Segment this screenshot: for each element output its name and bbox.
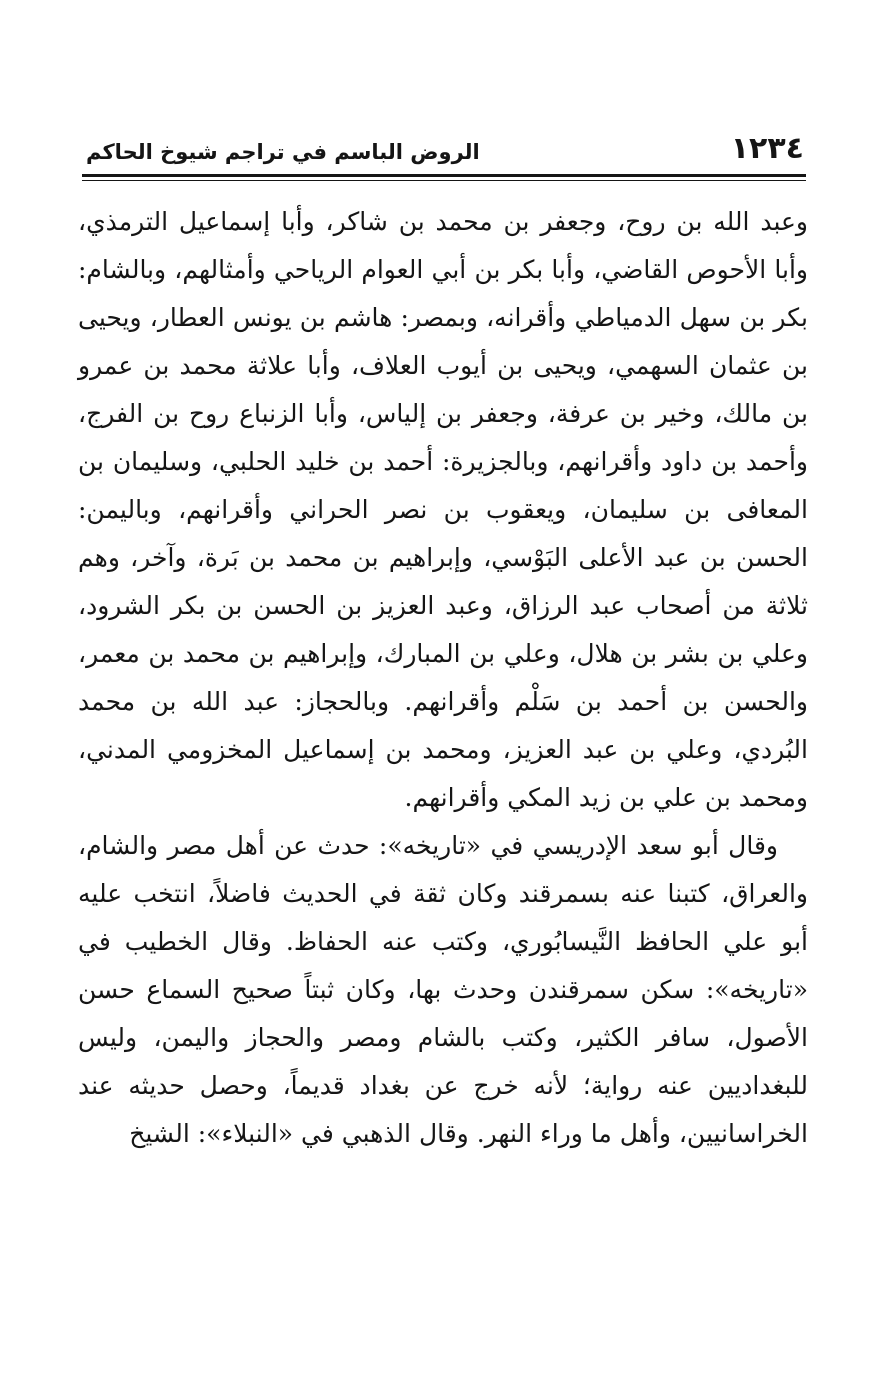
header-rule-thin [82,180,806,181]
page-number: ١٢٣٤ [730,131,804,166]
paragraph-idrisi-quote: وقال أبو سعد الإدريسي في «تاريخه»: حدث عن أهل مصر والشام، والعراق، كتبنا عنه بسمرقند وكان ثقة في الحديث فاضلاً، انتخب عليه أبو علي الحافظ النَّيسابُوري، وكتب عنه الحفاظ. وقال الخطيب في «تاريخه»: سكن سمرقندن وحدث بها، وكان ثبتاً صحيح السماع حسن الأصول، سافر الكثير، وكتب بالشام ومصر والحجاز واليمن، وليس للبغداديين عنه رواية؛ لأنه خرج عن بغداد قديماً، وحصل حديثه عند الخراسانيين، وأهل ما وراء النهر. وقال الذهبي في «النبلاء»: الشيخ [78,831,808,1148]
body-text [78,198,808,1158]
page-header [86,126,804,172]
running-title: الروض الباسم في تراجم شيوخ الحاكم [86,140,480,164]
header-rule-thick [82,174,806,177]
paragraph-continued: وعبد الله بن روح، وجعفر بن محمد بن شاكر، وأبا إسماعيل الترمذي، وأبا الأحوص القاضي، وأبا بكر بن أبي العوام الرياحي وأمثالهم، وبالشام: بكر بن سهل الدمياطي وأقرانه، وبمصر: هاشم بن يونس العطار، ويحيى بن عثمان السهمي، ويحيى بن أيوب العلاف، وأبا علاثة محمد بن عمرو بن مالك، وخير بن عرفة، وجعفر بن إلياس، وأبا الزنباع روح بن الفرج، وأحمد بن داود وأقرانهم، وبالجزيرة: أحمد بن خليد الحلبي، وسليمان بن المعافى بن سليمان، ويعقوب بن نصر الحراني وأقرانهم، وباليمن: الحسن بن عبد الأعلى البَوْسي، وإبراهيم بن محمد بن بَرة، وآخر، وهم ثلاثة من أصحاب عبد الرزاق، وعبد العزيز بن الحسن بن بكر الشرود، وعلي بن بشر بن هلال، وعلي بن المبارك، وإبراهيم بن محمد بن معمر، والحسن بن أحمد بن سَلْم وأقرانهم. وبالحجاز: عبد الله بن محمد البُردي، وعلي بن عبد العزيز، ومحمد بن إسماعيل المخزومي المدني، ومحمد بن علي بن زيد المكي وأقرانهم. [78,207,808,812]
